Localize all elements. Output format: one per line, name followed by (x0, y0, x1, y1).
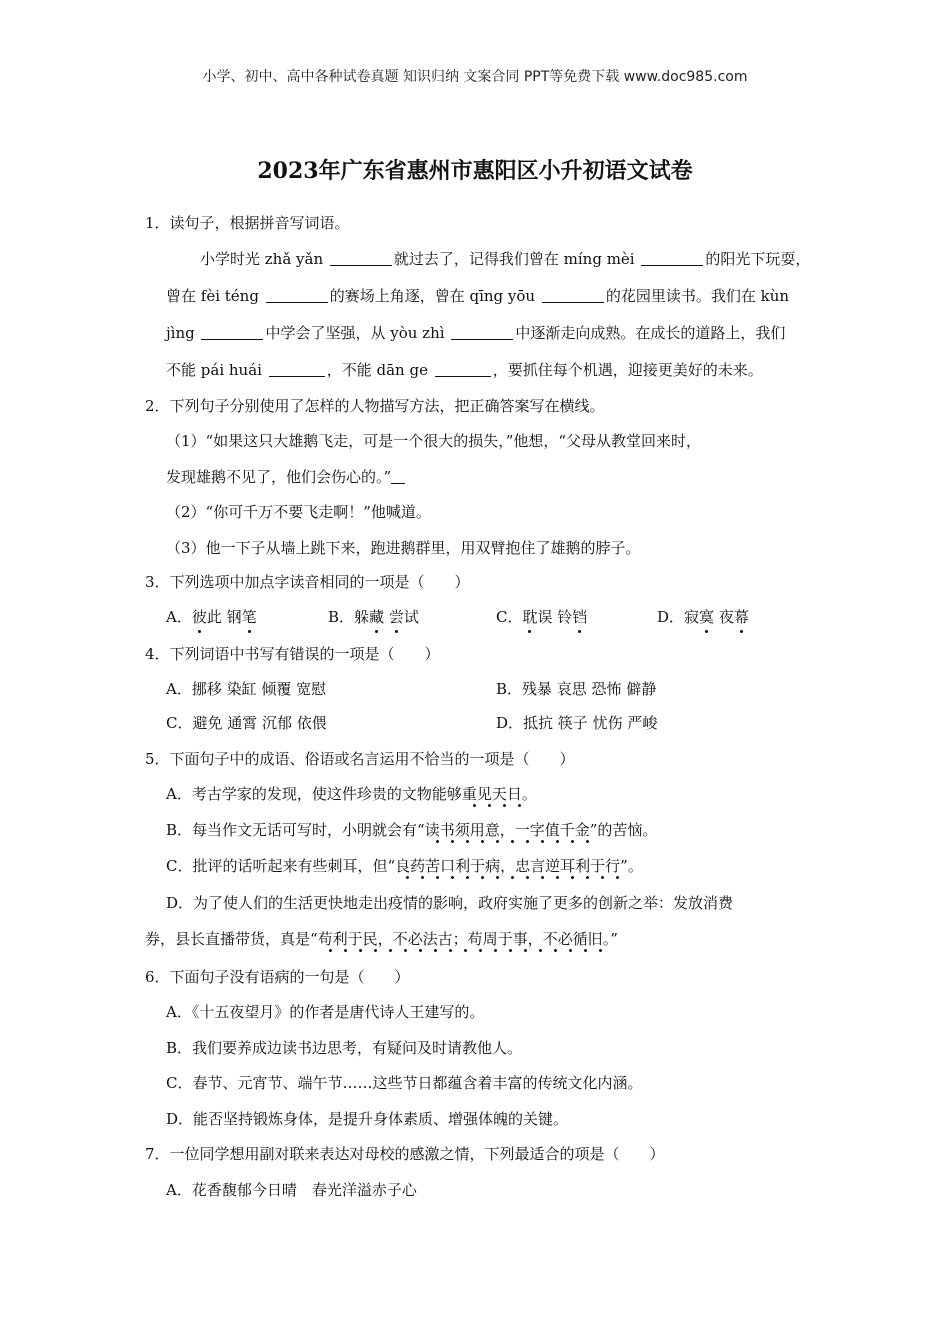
answer-blank[interactable] (391, 469, 405, 484)
q4-option-a[interactable]: A．挪移 染缸 倾覆 宽慰 (166, 680, 327, 698)
q4-option-d[interactable]: D．抵抗 筷子 忧伤 严峻 (496, 714, 658, 732)
dotted-char: 耽 (522, 608, 538, 626)
q1-text: ，要抓住每个机遇，迎接更美好的未来。 (492, 361, 763, 379)
answer-blank[interactable] (435, 362, 491, 377)
dotted-phrase: 读书须用意，一字值千金 (425, 821, 590, 844)
dotted-phrase: 良药苦口利于病，忠言逆耳利于行 (395, 857, 620, 880)
answer-blank[interactable] (330, 251, 392, 266)
dotted-char: 彼 (191, 608, 207, 626)
q1-text: 不能 pái huái (166, 361, 267, 379)
q6-option-c[interactable]: C．春节、元宵节、端午节……这些节日都蕴含着丰富的传统文化内涵。 (166, 1074, 643, 1092)
q5-option-d-cont[interactable] (145, 928, 618, 949)
dotted-char: 笔 (241, 608, 257, 626)
option-text: ”的苦恼。 (589, 821, 658, 839)
option-text: 误 铃 (537, 608, 573, 626)
q2-stem: 2．下列句子分别使用了怎样的人物描写方法，把正确答案写在横线。 (145, 397, 605, 415)
option-label: C． (496, 608, 523, 626)
option-text: 试 (403, 608, 419, 626)
dotted-char: 尝 (388, 608, 404, 626)
q5-option-b[interactable] (166, 819, 657, 840)
option-text: 券，县长直播带货，真是“ (145, 930, 318, 948)
dotted-phrase: 苟利于民，不必法古；苟周于事，不必循旧 (318, 930, 603, 953)
q1-text: 的赛场上角逐，曾在 qīng yōu (329, 287, 540, 305)
q1-text: ，不能 dān ge (326, 361, 433, 379)
page-title: 2023年广东省惠州市惠阳区小升初语文试卷 (257, 158, 693, 184)
q1-text: 的花园里读书。我们在 kùn (605, 287, 790, 305)
q3-option-a[interactable] (166, 606, 257, 627)
q6-option-a[interactable]: A．《十五夜望月》的作者是唐代诗人王建写的。 (166, 1003, 485, 1021)
q3-stem: 3．下列选项中加点字读音相同的一项是（ ） (145, 573, 470, 591)
dotted-char: 寞 (699, 608, 715, 626)
q3-option-c[interactable] (496, 606, 587, 627)
dotted-char: 幕 (733, 608, 749, 626)
option-text: ”。 (620, 857, 643, 875)
answer-blank[interactable] (542, 288, 604, 303)
q6-option-d[interactable]: D．能否坚持锻炼身体，是提升身体素质、增强体魄的关键。 (166, 1110, 569, 1128)
dotted-char: 藏 (369, 608, 385, 626)
q1-line-4 (166, 359, 763, 380)
option-text: B．躲 (328, 608, 370, 626)
q2-sentence-3: （3）他一下子从墙上跳下来，跑进鹅群里，用双臂抱住了雄鹅的脖子。 (166, 539, 641, 557)
option-text: 。” (602, 930, 618, 948)
q1-text: jìng (166, 324, 200, 342)
q1-line-3 (166, 322, 785, 343)
q1-text: 就过去了，记得我们曾在 míng mèi (393, 250, 640, 268)
option-label: A． (166, 608, 192, 626)
option-text: C．批评的话听起来有些刺耳，但“ (166, 857, 396, 875)
q3-option-d[interactable] (657, 606, 749, 627)
option-text: D．寂 (657, 608, 700, 626)
q2-sentence-1b (166, 466, 405, 487)
q2-sentence-2: （2）“你可千万不要飞走啊！”他喊道。 (166, 503, 431, 521)
answer-blank[interactable] (266, 288, 328, 303)
page-header: 小学、初中、高中各种试卷真题 知识归纳 文案合同 PPT等免费下载 www.doc985.com (202, 69, 748, 85)
answer-blank[interactable] (641, 251, 703, 266)
q7-option-a[interactable]: A．花香馥郁今日晴 春光洋溢赤子心 (166, 1181, 417, 1199)
q5-option-c[interactable] (166, 855, 643, 876)
q5-option-d[interactable]: D．为了使人们的生活更快地走出疫情的影响，政府实施了更多的创新之举：发放消费 (166, 894, 734, 912)
q4-option-b[interactable]: B．残暴 哀思 恐怖 僻静 (496, 680, 657, 698)
q2-text: 发现雄鹅不见了，他们会伤心的。” (166, 468, 392, 486)
dotted-char: 铛 (572, 608, 588, 626)
q6-stem: 6．下面句子没有语病的一句是（ ） (145, 968, 410, 986)
option-text: A．考古学家的发现，使这件珍贵的文物能够 (166, 785, 462, 803)
answer-blank[interactable] (269, 362, 325, 377)
option-text: 。 (521, 785, 537, 803)
q5-stem: 5．下面句子中的成语、俗语或名言运用不恰当的一项是（ ） (145, 750, 575, 768)
option-text: B．每当作文无话可写时，小明就会有“ (166, 821, 425, 839)
q3-option-b[interactable] (328, 606, 419, 627)
q4-stem: 4．下列词语中书写有错误的一项是（ ） (145, 645, 440, 663)
q1-line-1 (200, 248, 810, 269)
q1-text: 的阳光下玩耍， (705, 250, 811, 268)
q1-line-2 (166, 285, 789, 306)
q1-text: 中学会了坚强，从 yòu zhì (265, 324, 450, 342)
q2-sentence-1a: （1）“如果这只大雄鹅飞走，可是一个很大的损失，”他想，“父母从教堂回来时， (166, 432, 702, 450)
q4-option-c[interactable]: C．避免 通霄 沉郁 依偎 (166, 714, 327, 732)
q1-text: 曾在 fèi téng (166, 287, 264, 305)
q1-text: 中逐渐走向成熟。在成长的道路上，我们 (515, 324, 786, 342)
answer-blank[interactable] (451, 325, 513, 340)
q1-stem: 1．读句子，根据拼音写词语。 (145, 214, 350, 232)
option-text: 此 钢 (206, 608, 242, 626)
q1-text: 小学时光 zhǎ yǎn (200, 250, 328, 268)
dotted-phrase: 重见天日 (462, 785, 522, 808)
option-text: 夜 (714, 608, 734, 626)
answer-blank[interactable] (201, 325, 263, 340)
q5-option-a[interactable] (166, 783, 537, 804)
q7-stem: 7．一位同学想用副对联来表达对母校的感激之情，下列最适合的项是（ ） (145, 1145, 665, 1163)
q6-option-b[interactable]: B．我们要养成边读书边思考，有疑问及时请教他人。 (166, 1039, 523, 1057)
